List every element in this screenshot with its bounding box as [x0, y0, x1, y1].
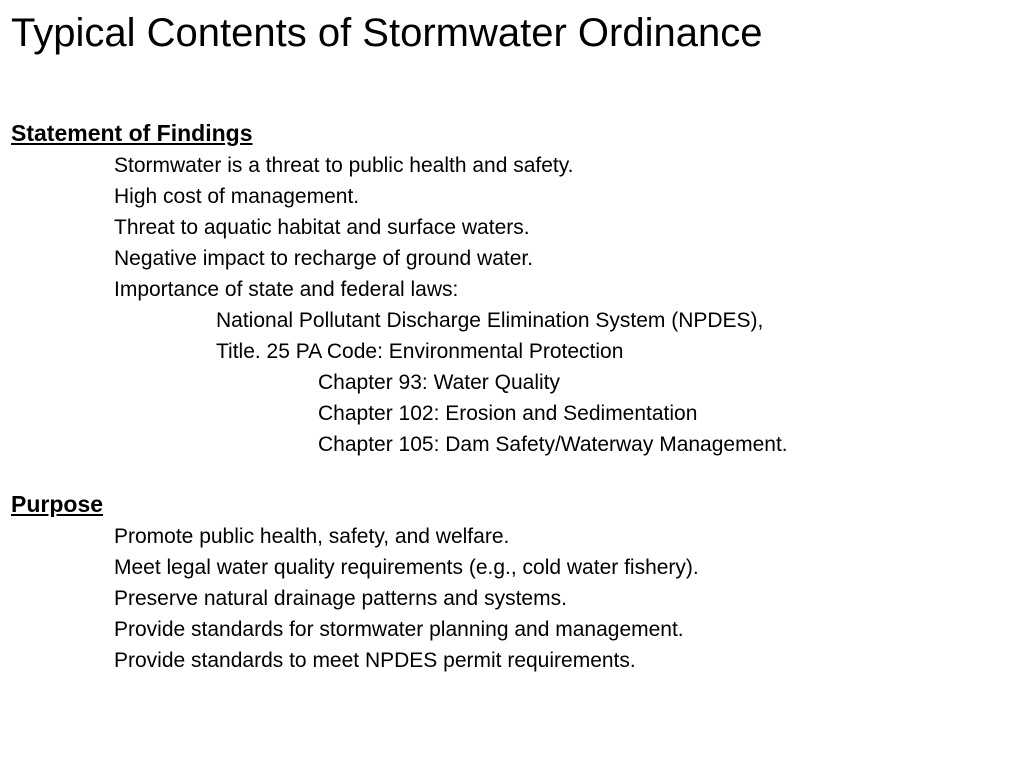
- purpose-item: Provide standards for stormwater planning and management.: [114, 618, 684, 641]
- purpose-item: Preserve natural drainage patterns and systems.: [114, 587, 567, 610]
- findings-heading: Statement of Findings: [11, 120, 253, 146]
- finding-item: Importance of state and federal laws:: [114, 278, 459, 301]
- chapter-item: Chapter 93: Water Quality: [318, 371, 560, 394]
- finding-item: High cost of management.: [114, 185, 360, 208]
- purpose-item: Provide standards to meet NPDES permit requirements.: [114, 649, 636, 672]
- purpose-item: Meet legal water quality requirements (e.g., cold water fishery).: [114, 556, 699, 579]
- page-title: Typical Contents of Stormwater Ordinance: [11, 11, 763, 55]
- purpose-list: [0, 521, 699, 676]
- chapter-item: Chapter 102: Erosion and Sedimentation: [318, 402, 698, 425]
- purpose-heading: Purpose: [11, 491, 104, 517]
- chapter-item: Chapter 105: Dam Safety/Waterway Management.: [318, 433, 788, 456]
- law-item: National Pollutant Discharge Elimination System (NPDES),: [216, 309, 764, 332]
- law-item: Title. 25 PA Code: Environmental Protection: [216, 340, 624, 363]
- finding-item: Negative impact to recharge of ground water.: [114, 247, 534, 270]
- finding-item: Threat to aquatic habitat and surface waters.: [114, 216, 530, 239]
- purpose-item: Promote public health, safety, and welfare.: [114, 525, 510, 548]
- findings-list: [0, 150, 788, 460]
- finding-item: Stormwater is a threat to public health and safety.: [114, 154, 574, 177]
